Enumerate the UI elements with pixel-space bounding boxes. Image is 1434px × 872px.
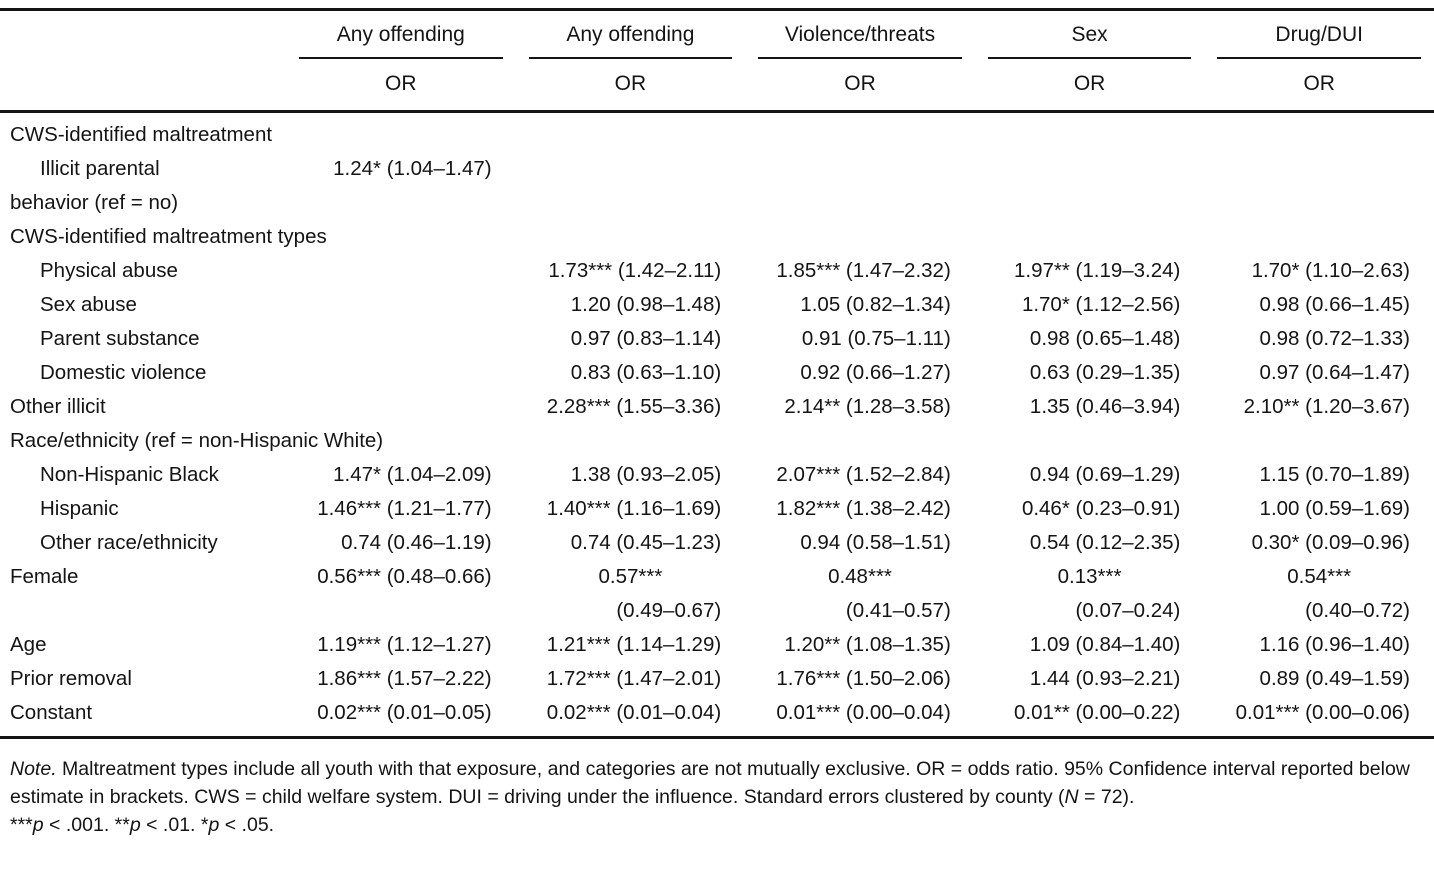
p-symbol: p [129,814,141,836]
or-value-cell: 2.07*** (1.52–2.84) [776,463,951,486]
or-value-cell: 0.54 (0.12–2.35) [1029,531,1181,554]
or-value-cell: 1.72*** (1.47–2.01) [546,667,722,690]
or-value-cell: 1.09 (0.84–1.40) [1029,633,1181,656]
row-label: Hispanic [40,497,119,520]
or-value-cell: 1.00 (0.59–1.69) [1259,497,1410,520]
table-row [0,254,1434,288]
or-value-cell: 2.28*** (1.55–3.36) [546,395,722,418]
stub-cell [0,59,286,112]
note-text: Maltreatment types include all youth with that exposure, and categories are not mutually exclusive. OR = odds ratio. 95% Confidence interval reported below estimate in brackets. CWS = child welfare system. DUI = driving under the influence. Standard errors clustered by county ( [10,758,1410,808]
column-group-any-offending-1 [286,10,516,60]
or-value-cell: (0.49–0.67) [616,599,722,622]
or-value-cell [286,186,516,220]
or-value-cell: 0.30* (0.09–0.96) [1251,531,1410,554]
sig-text: < .05. [219,814,275,836]
table-row [0,220,1434,254]
or-value-cell: 1.47* (1.04–2.09) [333,463,492,486]
row-label: Sex abuse [40,293,137,316]
or-value-cell: 0.98 (0.72–1.33) [1259,327,1410,350]
note-n-symbol: N [1064,786,1079,808]
or-value-cell: 0.74 (0.45–1.23) [570,531,722,554]
row-label: Parent substance [40,327,200,350]
or-value-cell: 0.13*** [1057,565,1122,588]
row-label: Other race/ethnicity [40,531,218,554]
or-value-cell [286,254,516,288]
column-group-label: Violence/threats [758,23,962,59]
or-value-cell [975,152,1205,186]
column-group-sex [975,10,1205,60]
or-value-cell [975,186,1205,220]
or-value-cell: 1.20** (1.08–1.35) [784,633,951,656]
sig-text: < .001. ** [43,814,130,836]
row-label [0,594,286,628]
or-value-cell: (0.40–0.72) [1305,599,1410,622]
or-value-cell [745,152,975,186]
p-symbol: p [208,814,220,836]
or-value-cell: 0.94 (0.58–1.51) [800,531,951,554]
or-value-cell [286,112,516,153]
or-value-cell: 1.15 (0.70–1.89) [1259,463,1410,486]
column-group-violence-threats [745,10,975,60]
column-group-label: Any offending [529,23,733,59]
or-header: OR [1204,59,1434,112]
or-value-cell: 1.46*** (1.21–1.77) [317,497,492,520]
or-value-cell [745,112,975,153]
or-value-cell: 0.48*** [828,565,892,588]
or-value-cell [516,112,746,153]
or-header: OR [975,59,1205,112]
or-value-cell: 0.89 (0.49–1.59) [1259,667,1410,690]
or-value-cell: 0.98 (0.65–1.48) [1029,327,1181,350]
row-label: CWS-identified maltreatment [10,123,273,146]
or-value-cell: 1.35 (0.46–3.94) [1029,395,1181,418]
measure-header-row [0,59,1434,112]
row-label: Race/ethnicity (ref = non-Hispanic White) [10,429,384,452]
note-paragraph [10,755,1420,811]
or-value-cell: 2.10** (1.20–3.67) [1243,395,1410,418]
or-value-cell [1204,424,1434,458]
row-label: Constant [10,701,93,724]
table-row [0,594,1434,628]
table-row [0,560,1434,594]
or-header: OR [516,59,746,112]
table-row [0,112,1434,153]
or-value-cell: 2.14** (1.28–3.58) [784,395,951,418]
or-value-cell: (0.07–0.24) [1075,599,1181,622]
or-value-cell [975,424,1205,458]
or-value-cell: 1.40*** (1.16–1.69) [546,497,722,520]
or-value-cell [745,424,975,458]
row-label: behavior (ref = no) [10,191,179,214]
row-label: Age [10,633,47,656]
or-value-cell: 0.57*** [598,565,663,588]
row-label: Domestic violence [40,361,207,384]
or-value-cell: 1.05 (0.82–1.34) [800,293,951,316]
table-row [0,322,1434,356]
table-row [0,356,1434,390]
table-row [0,628,1434,662]
p-symbol: p [32,814,44,836]
or-value-cell: 0.92 (0.66–1.27) [800,361,951,384]
or-value-cell: 1.24* (1.04–1.47) [333,157,492,180]
row-label: Female [10,565,79,588]
or-value-cell: 1.19*** (1.12–1.27) [317,633,492,656]
or-value-cell: 1.70* (1.10–2.63) [1251,259,1410,282]
or-value-cell: 0.01*** (0.00–0.04) [776,701,951,724]
or-value-cell [516,424,746,458]
or-value-cell: 0.94 (0.69–1.29) [1029,463,1181,486]
or-value-cell: 1.38 (0.93–2.05) [570,463,722,486]
or-value-cell [286,322,516,356]
table-row [0,526,1434,560]
or-value-cell [975,112,1205,153]
sig-stars: *** [10,814,33,836]
or-value-cell: 1.82*** (1.38–2.42) [776,497,951,520]
row-label: Prior removal [10,667,132,690]
or-value-cell: 0.74 (0.46–1.19) [341,531,492,554]
table-body [0,112,1434,738]
or-value-cell: 0.63 (0.29–1.35) [1029,361,1181,384]
table-row [0,288,1434,322]
or-value-cell [1204,220,1434,254]
or-value-cell: 1.21*** (1.14–1.29) [546,633,722,656]
or-value-cell: 0.97 (0.64–1.47) [1259,361,1410,384]
or-value-cell: 0.56*** (0.48–0.66) [317,565,492,588]
or-value-cell: 1.86*** (1.57–2.22) [317,667,492,690]
row-label: Illicit parental [40,157,160,180]
note-word: Note. [10,758,57,780]
or-value-cell: 0.01*** (0.00–0.06) [1235,701,1410,724]
or-value-cell [745,186,975,220]
or-header: OR [745,59,975,112]
table-row [0,492,1434,526]
regression-results-table [0,8,1434,739]
or-value-cell: 1.44 (0.93–2.21) [1029,667,1181,690]
or-value-cell [516,152,746,186]
table-row [0,390,1434,424]
column-group-label: Any offending [299,23,503,59]
or-value-cell: 1.70* (1.12–2.56) [1021,293,1181,316]
significance-note [10,811,1420,839]
or-value-cell: (0.41–0.57) [845,599,951,622]
column-group-any-offending-2 [516,10,746,60]
table-row [0,458,1434,492]
note-text: = 72). [1078,786,1135,808]
column-group-header-row [0,10,1434,60]
or-value-cell [1204,112,1434,153]
table-row [0,662,1434,696]
or-value-cell: 0.01** (0.00–0.22) [1013,701,1181,724]
or-value-cell: 1.73*** (1.42–2.11) [548,259,722,282]
or-value-cell [286,390,516,424]
or-header: OR [286,59,516,112]
or-value-cell [1204,186,1434,220]
row-label: Non-Hispanic Black [40,463,219,486]
or-value-cell [286,356,516,390]
table-row [0,186,1434,220]
or-value-cell: 0.91 (0.75–1.11) [801,327,951,350]
or-value-cell [1204,152,1434,186]
or-value-cell: 1.16 (0.96–1.40) [1259,633,1410,656]
or-value-cell [516,186,746,220]
or-value-cell: 0.02*** (0.01–0.05) [317,701,492,724]
column-group-label: Sex [988,23,1192,59]
table-row [0,152,1434,186]
or-value-cell: 0.97 (0.83–1.14) [570,327,722,350]
row-label: Physical abuse [40,259,178,282]
or-value-cell [975,220,1205,254]
or-value-cell: 1.20 (0.98–1.48) [570,293,722,316]
or-value-cell [286,288,516,322]
table-row [0,696,1434,738]
or-value-cell [516,220,746,254]
or-value-cell: 1.85*** (1.47–2.32) [776,259,951,282]
stub-cell [0,10,286,60]
or-value-cell [286,594,516,628]
or-value-cell: 0.54*** [1287,565,1352,588]
or-value-cell [745,220,975,254]
or-value-cell: 0.98 (0.66–1.45) [1259,293,1410,316]
or-value-cell: 0.83 (0.63–1.10) [570,361,722,384]
table-note [0,739,1434,839]
row-label: CWS-identified maltreatment types [10,225,327,248]
or-value-cell: 1.76*** (1.50–2.06) [776,667,951,690]
or-value-cell: 0.46* (0.23–0.91) [1021,497,1181,520]
column-group-drug-dui [1204,10,1434,60]
row-label: Other illicit [10,395,106,418]
table-row [0,424,1434,458]
or-value-cell: 0.02*** (0.01–0.04) [546,701,722,724]
column-group-label: Drug/DUI [1217,23,1421,59]
sig-text: < .01. * [140,814,209,836]
or-value-cell: 1.97** (1.19–3.24) [1013,259,1181,282]
